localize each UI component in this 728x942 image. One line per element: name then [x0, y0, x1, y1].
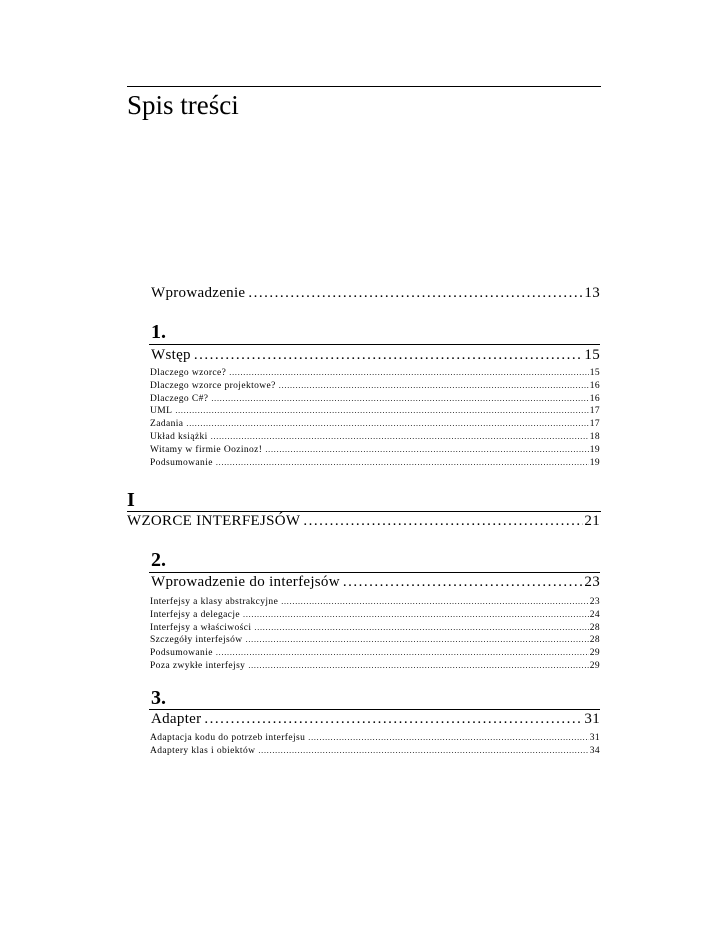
toc-entry-label: Wstęp: [151, 347, 191, 363]
toc-entry-page: 18: [589, 431, 600, 442]
toc-entry-label: Szczegóły interfejsów: [150, 635, 243, 646]
toc-chapter-entry[interactable]: [151, 346, 600, 364]
toc-entry-label: Adapter: [151, 711, 202, 727]
dot-leader: [229, 367, 588, 380]
toc-entry-page: 19: [589, 444, 600, 455]
section-list: [150, 596, 600, 673]
toc-entry-page: 16: [589, 380, 600, 391]
dot-leader: [265, 444, 588, 457]
toc-section-entry[interactable]: [150, 647, 600, 660]
part-number: I: [127, 489, 135, 511]
dot-leader: [243, 609, 589, 622]
toc-part-entry[interactable]: [127, 512, 600, 530]
dot-leader: [308, 732, 588, 745]
section-list: [150, 732, 600, 758]
dot-leader: [279, 380, 589, 393]
toc-entry-label: Adaptery klas i obiektów: [150, 745, 256, 756]
toc-section-entry[interactable]: [150, 660, 600, 673]
toc-section-entry[interactable]: [150, 732, 600, 745]
dot-leader: [211, 393, 588, 406]
toc-chapter-entry[interactable]: [151, 710, 600, 728]
toc-section-entry[interactable]: [150, 444, 600, 457]
toc-entry-page: 34: [589, 745, 600, 756]
toc-section-entry[interactable]: [150, 405, 600, 418]
toc-entry-label: Zadania: [150, 419, 184, 430]
toc-section-entry[interactable]: [150, 393, 600, 406]
dot-leader: [254, 622, 588, 635]
chapter-rule: [149, 344, 600, 345]
dot-leader: [281, 596, 588, 609]
toc-entry-label: Witamy w firmie Oozinoz!: [150, 444, 263, 455]
toc-entry-label: Układ książki: [150, 431, 208, 442]
toc-section-entry[interactable]: [150, 622, 600, 635]
toc-section-entry[interactable]: [150, 745, 600, 758]
section-list: [150, 367, 600, 469]
toc-section-entry[interactable]: [150, 418, 600, 431]
chapter-number: 3.: [151, 687, 166, 709]
page-title: Spis treści: [127, 90, 239, 120]
toc-entry-page: 23: [589, 597, 600, 607]
toc-entry-page: 31: [589, 733, 600, 743]
toc-entry-label: WZORCE INTERFEJSÓW: [127, 513, 301, 529]
toc-entry-label: UML: [150, 406, 173, 417]
dot-leader: [303, 512, 583, 530]
dot-leader: [175, 405, 588, 418]
dot-leader: [258, 745, 588, 758]
toc-entry-page: 15: [584, 347, 600, 363]
toc-entry-page: 23: [584, 574, 600, 590]
chapter-number: 2.: [151, 549, 166, 571]
top-rule: [127, 86, 601, 87]
toc-entry-page: 28: [589, 622, 600, 633]
toc-entry-page: 13: [584, 285, 600, 301]
toc-section-entry[interactable]: [150, 457, 600, 470]
toc-entry-label: Adaptacja kodu do potrzeb interfejsu: [150, 733, 306, 743]
toc-entry-page: 19: [589, 457, 600, 468]
dot-leader: [343, 573, 584, 591]
toc-entry-label: Interfejsy a właściwości: [150, 622, 252, 633]
toc-entry-page: 17: [589, 419, 600, 430]
dot-leader: [186, 418, 588, 431]
chapter-number: 1.: [151, 321, 166, 343]
toc-section-entry[interactable]: [150, 596, 600, 609]
toc-section-entry[interactable]: [150, 367, 600, 380]
toc-entry-label: Podsumowanie: [150, 457, 213, 468]
dot-leader: [204, 710, 583, 728]
toc-entry-page: 16: [589, 393, 600, 404]
toc-entry-label: Dlaczego wzorce projektowe?: [150, 380, 276, 391]
toc-entry-label: Podsumowanie: [150, 648, 213, 659]
dot-leader: [246, 634, 589, 647]
dot-leader: [216, 647, 589, 660]
toc-entry-page: 31: [584, 711, 600, 727]
toc-entry-page: 15: [589, 368, 600, 378]
toc-entry-intro[interactable]: [151, 284, 600, 302]
toc-entry-label: Interfejsy a delegacje: [150, 609, 241, 620]
dot-leader: [248, 660, 588, 673]
toc-entry-label: Poza zwykłe interfejsy: [150, 660, 246, 671]
toc-section-entry[interactable]: [150, 634, 600, 647]
dot-leader: [211, 431, 589, 444]
toc-entry-page: 24: [589, 609, 600, 620]
dot-leader: [216, 457, 589, 470]
toc-section-entry[interactable]: [150, 431, 600, 444]
toc-entry-page: 28: [589, 635, 600, 646]
toc-section-entry[interactable]: [150, 609, 600, 622]
dot-leader: [194, 346, 584, 364]
toc-entry-label: Dlaczego C#?: [150, 393, 209, 404]
toc-chapter-entry[interactable]: [151, 573, 600, 591]
toc-entry-page: 29: [589, 648, 600, 659]
toc-entry-label: Wprowadzenie do interfejsów: [151, 574, 340, 590]
toc-entry-page: 29: [589, 660, 600, 671]
toc-section-entry[interactable]: [150, 380, 600, 393]
toc-entry-page: 21: [584, 513, 600, 529]
dot-leader: [248, 284, 583, 302]
toc-entry-label: Dlaczego wzorce?: [150, 368, 227, 378]
toc-entry-label: Interfejsy a klasy abstrakcyjne: [150, 597, 279, 607]
toc-entry-label: Wprowadzenie: [151, 285, 246, 301]
toc-entry-page: 17: [589, 406, 600, 417]
